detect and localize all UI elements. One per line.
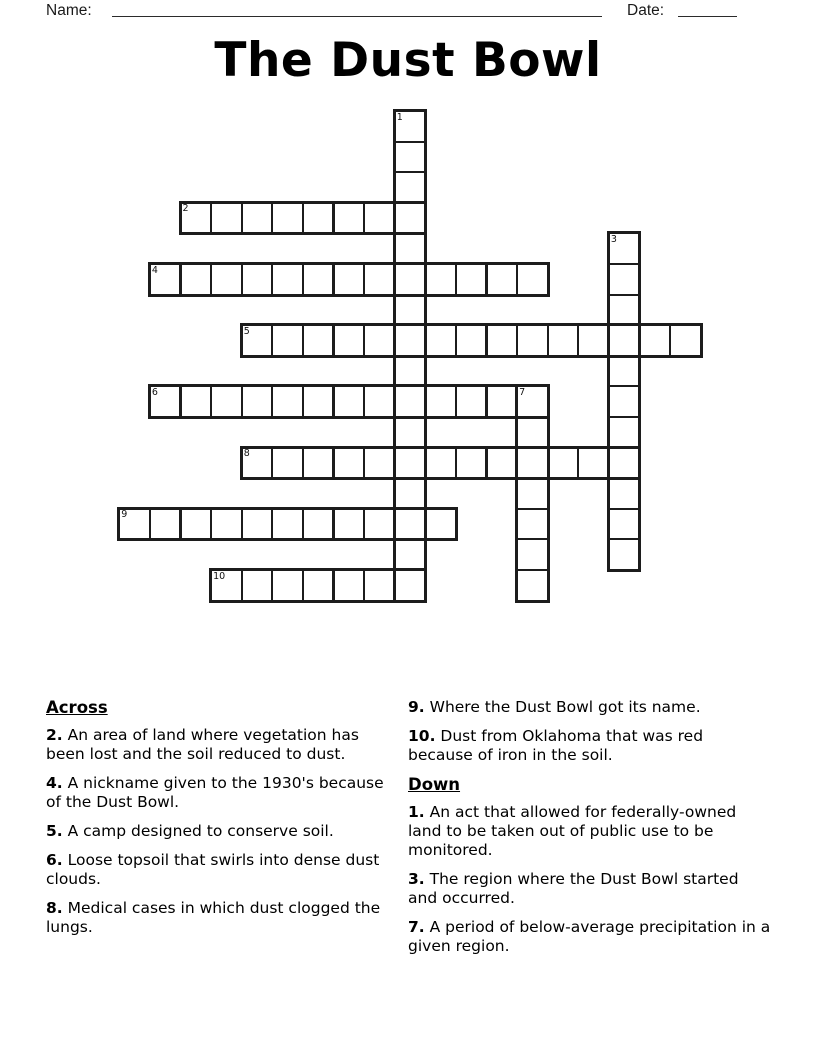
cell-number: 7 bbox=[519, 386, 526, 398]
across-heading: Across bbox=[46, 698, 108, 717]
clue-number: 3. bbox=[408, 870, 425, 888]
grid-cell[interactable] bbox=[424, 385, 457, 418]
grid-cell[interactable] bbox=[271, 508, 304, 541]
grid-cell[interactable] bbox=[608, 324, 641, 357]
grid-cell[interactable] bbox=[394, 263, 427, 296]
grid-cell[interactable] bbox=[424, 263, 457, 296]
grid-cell[interactable] bbox=[333, 569, 366, 602]
grid-cell[interactable] bbox=[547, 447, 580, 480]
down-heading: Down bbox=[408, 775, 461, 794]
grid-cell[interactable] bbox=[333, 385, 366, 418]
cell-number: 5 bbox=[243, 325, 250, 337]
grid-cell[interactable] bbox=[363, 569, 396, 602]
clue-item: 2. An area of land where vegetation has been lost and the soil reduced to dust. bbox=[46, 726, 359, 763]
grid-cell[interactable] bbox=[302, 447, 335, 480]
grid-cell[interactable] bbox=[608, 355, 641, 388]
grid-cell[interactable] bbox=[394, 355, 427, 388]
grid-cell[interactable] bbox=[577, 447, 610, 480]
grid-cell[interactable] bbox=[210, 202, 243, 235]
cell-number: 3 bbox=[610, 233, 617, 245]
cell-number: 10 bbox=[213, 570, 226, 582]
grid-cell[interactable] bbox=[210, 263, 243, 296]
clue-number: 1. bbox=[408, 803, 425, 821]
clue-number: 6. bbox=[46, 851, 63, 869]
down-clues bbox=[408, 803, 772, 956]
clue-number: 5. bbox=[46, 822, 63, 840]
clue-number: 9. bbox=[408, 698, 425, 716]
grid-cell[interactable] bbox=[333, 202, 366, 235]
grid-cell[interactable] bbox=[608, 508, 641, 541]
clue-item: 7. A period of below-average precipitation in a given region. bbox=[408, 918, 771, 955]
grid-cell[interactable] bbox=[241, 508, 274, 541]
grid-cell[interactable] bbox=[516, 263, 549, 296]
grid-cell[interactable] bbox=[608, 385, 641, 418]
grid-cell[interactable] bbox=[394, 294, 427, 327]
grid-cell[interactable] bbox=[271, 324, 304, 357]
clue-item: 6. Loose topsoil that swirls into dense dust clouds. bbox=[46, 851, 380, 888]
grid-cell[interactable] bbox=[180, 263, 213, 296]
grid-cell[interactable] bbox=[241, 202, 274, 235]
grid-cell[interactable] bbox=[363, 385, 396, 418]
grid-cell[interactable] bbox=[486, 263, 519, 296]
grid-cell[interactable] bbox=[302, 508, 335, 541]
grid-cell[interactable] bbox=[271, 202, 304, 235]
clue-number: 2. bbox=[46, 726, 63, 744]
grid-cell[interactable] bbox=[394, 538, 427, 571]
cell-number: 9 bbox=[121, 509, 128, 521]
grid-cell[interactable] bbox=[608, 263, 641, 296]
grid-cell[interactable] bbox=[210, 508, 243, 541]
grid-cell[interactable] bbox=[333, 508, 366, 541]
grid-cell[interactable] bbox=[302, 202, 335, 235]
grid-cell[interactable] bbox=[516, 447, 549, 480]
grid-cell[interactable] bbox=[271, 385, 304, 418]
grid-cell[interactable] bbox=[271, 569, 304, 602]
grid-cell[interactable] bbox=[608, 477, 641, 510]
grid-cell[interactable] bbox=[333, 263, 366, 296]
grid-cell[interactable] bbox=[363, 324, 396, 357]
grid-cell[interactable] bbox=[455, 263, 488, 296]
grid-cell[interactable] bbox=[302, 385, 335, 418]
grid-cell[interactable] bbox=[455, 447, 488, 480]
grid-cell[interactable] bbox=[455, 324, 488, 357]
grid-cell[interactable] bbox=[271, 263, 304, 296]
grid-cell[interactable] bbox=[394, 447, 427, 480]
grid-cell[interactable] bbox=[241, 263, 274, 296]
grid-cell[interactable] bbox=[241, 569, 274, 602]
grid-cell[interactable] bbox=[302, 263, 335, 296]
grid-cell[interactable] bbox=[516, 569, 549, 602]
clue-number: 4. bbox=[46, 774, 63, 792]
clues-column-right bbox=[408, 698, 772, 966]
grid-cell[interactable] bbox=[363, 508, 396, 541]
grid-cell[interactable] bbox=[516, 538, 549, 571]
grid-cell[interactable] bbox=[394, 171, 427, 204]
grid-cell[interactable] bbox=[302, 324, 335, 357]
across-clues-left bbox=[46, 726, 392, 937]
cell-number: 8 bbox=[243, 448, 250, 460]
grid-cell[interactable] bbox=[577, 324, 610, 357]
grid-cell[interactable] bbox=[669, 324, 702, 357]
grid-cell[interactable] bbox=[363, 263, 396, 296]
grid-cell[interactable] bbox=[394, 477, 427, 510]
grid-cell[interactable] bbox=[394, 385, 427, 418]
clue-item: 3. The region where the Dust Bowl started and occurred. bbox=[408, 870, 739, 907]
clue-item: 1. An act that allowed for federally-owned land to be taken out of public use to be monitored. bbox=[408, 803, 737, 859]
grid-cell[interactable] bbox=[424, 324, 457, 357]
grid-cell[interactable] bbox=[516, 416, 549, 449]
grid-cell[interactable] bbox=[424, 508, 457, 541]
cell-number: 4 bbox=[151, 264, 158, 276]
date-label: Date: bbox=[627, 2, 665, 19]
grid-cell[interactable] bbox=[363, 202, 396, 235]
clue-item: 9. Where the Dust Bowl got its name. bbox=[408, 698, 701, 716]
clue-number: 8. bbox=[46, 899, 63, 917]
page-title: The Dust Bowl bbox=[214, 33, 602, 88]
grid-cell[interactable] bbox=[394, 141, 427, 174]
grid-cell[interactable] bbox=[455, 385, 488, 418]
grid-cell[interactable] bbox=[394, 202, 427, 235]
grid-cell[interactable] bbox=[608, 447, 641, 480]
grid-cell[interactable] bbox=[394, 232, 427, 265]
grid-cell[interactable] bbox=[608, 416, 641, 449]
grid-cell[interactable] bbox=[302, 569, 335, 602]
grid-cell[interactable] bbox=[486, 447, 519, 480]
grid-cell[interactable] bbox=[180, 385, 213, 418]
clue-item: 4. A nickname given to the 1930's because of the Dust Bowl. bbox=[46, 774, 384, 811]
grid-cell[interactable] bbox=[333, 324, 366, 357]
across-clues-right bbox=[408, 698, 772, 765]
grid-cell[interactable] bbox=[424, 447, 457, 480]
grid-cell[interactable] bbox=[608, 538, 641, 571]
grid-cell[interactable] bbox=[210, 385, 243, 418]
grid-cell[interactable] bbox=[394, 508, 427, 541]
grid-cell[interactable] bbox=[333, 447, 366, 480]
grid-cell[interactable] bbox=[608, 294, 641, 327]
clue-item: 10. Dust from Oklahoma that was red because of iron in the soil. bbox=[408, 727, 704, 764]
grid-cell[interactable] bbox=[516, 508, 549, 541]
grid-cell[interactable] bbox=[486, 324, 519, 357]
clue-number: 7. bbox=[408, 918, 425, 936]
name-label: Name: bbox=[46, 2, 92, 19]
grid-cell[interactable] bbox=[271, 447, 304, 480]
grid-cell[interactable] bbox=[149, 508, 182, 541]
grid-cell[interactable] bbox=[547, 324, 580, 357]
grid-cell[interactable] bbox=[486, 385, 519, 418]
grid-cell[interactable] bbox=[394, 569, 427, 602]
clue-item: 5. A camp designed to conserve soil. bbox=[46, 822, 334, 840]
cell-number: 6 bbox=[151, 386, 158, 398]
clue-number: 10. bbox=[408, 727, 436, 745]
clues-column-left bbox=[46, 698, 392, 947]
clue-item: 8. Medical cases in which dust clogged the lungs. bbox=[46, 899, 381, 936]
grid-cell[interactable] bbox=[394, 324, 427, 357]
grid-cell[interactable] bbox=[516, 477, 549, 510]
cell-number: 2 bbox=[182, 203, 189, 215]
grid-cell[interactable] bbox=[241, 385, 274, 418]
grid-cell[interactable] bbox=[516, 324, 549, 357]
grid-cell[interactable] bbox=[363, 447, 396, 480]
grid-cell[interactable] bbox=[394, 416, 427, 449]
grid-cell[interactable] bbox=[180, 508, 213, 541]
cell-number: 1 bbox=[396, 111, 403, 123]
grid-cell[interactable] bbox=[639, 324, 672, 357]
